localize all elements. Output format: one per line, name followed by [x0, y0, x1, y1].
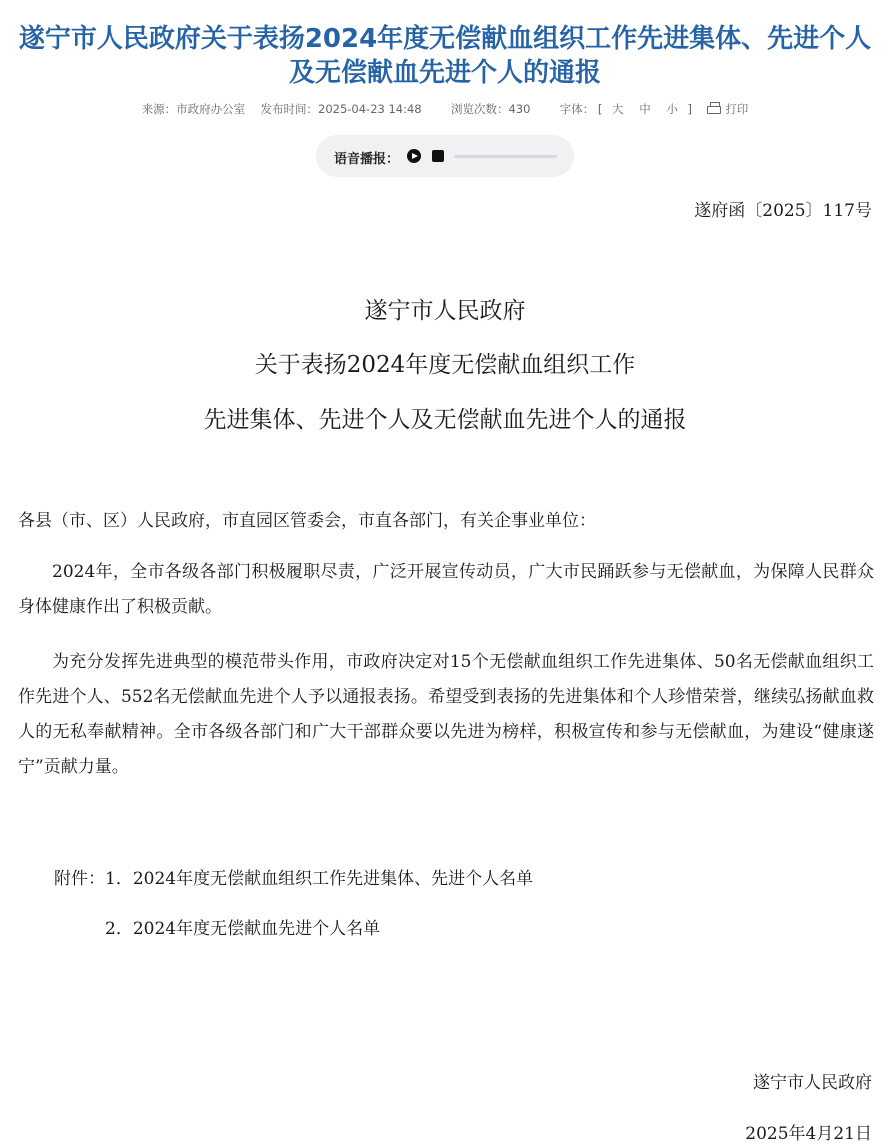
font-size-label: 字体：	[559, 102, 595, 116]
bracket-close: ]	[687, 102, 692, 116]
attachment-label: 附件：	[54, 869, 105, 889]
print-label: 打印	[725, 102, 749, 116]
source-text: 来源：市政府办公室	[141, 102, 246, 116]
attachment-item-1	[54, 864, 533, 889]
view-count: 浏览次数：430	[450, 102, 531, 116]
stop-icon[interactable]	[432, 150, 444, 162]
voice-player	[316, 135, 574, 177]
document-number: 遂府函〔2025〕117号	[694, 201, 872, 221]
font-size-medium-button[interactable]: 中	[639, 102, 651, 116]
print-button[interactable]	[707, 101, 748, 117]
attachment-item-2: 2．2024年度无偿献血先进个人名单	[105, 919, 381, 939]
play-icon[interactable]	[407, 149, 421, 163]
document-heading-line-3: 先进集体、先进个人及无偿献血先进个人的通报	[203, 407, 687, 433]
issue-date: 2025年4月21日	[745, 1124, 872, 1144]
issuer-signature: 遂宁市人民政府	[753, 1073, 872, 1093]
paragraph-2: 为充分发挥先进典型的模范带头作用，市政府决定对15个无偿献血组织工作先进集体、50名无偿献血组织工作先进个人、552名无偿献血先进个人予以通报表扬。希望受到表扬的先进集体和个人珍惜荣誉，继续弘扬献血救人的无私奉献精神。全市各级各部门和广大干部群众要以先进为榜样，积极宣传和参与无偿献血，为建设“健康遂宁”贡献力量。	[18, 652, 874, 777]
font-size-small-button[interactable]: 小	[666, 102, 678, 116]
attachment-item-1-text: 1．2024年度无偿献血组织工作先进集体、先进个人名单	[105, 869, 534, 889]
salutation: 各县（市、区）人民政府，市直园区管委会，市直各部门，有关企事业单位：	[18, 511, 596, 531]
document-heading-line-2: 关于表扬2024年度无偿献血组织工作	[254, 352, 636, 378]
paragraph-1: 2024年，全市各级各部门积极履职尽责，广泛开展宣传动员，广大市民踊跃参与无偿献血，为保障人民群众身体健康作出了积极贡献。	[18, 562, 874, 617]
voice-player-label: 语音播报：	[334, 152, 400, 167]
bracket-open: [	[597, 102, 603, 116]
article-meta	[0, 101, 890, 119]
page-title: 遂宁市人民政府关于表扬2024年度无偿献血组织工作先进集体、先进个人及无偿献血先进个人的通报	[18, 24, 872, 88]
publish-time: 发布时间：2025-04-23 14:48	[260, 102, 422, 116]
audio-progress-bar[interactable]	[454, 155, 557, 158]
document-heading-line-1: 遂宁市人民政府	[364, 298, 526, 324]
font-size-large-button[interactable]: 大	[612, 102, 624, 116]
printer-icon	[707, 102, 721, 115]
